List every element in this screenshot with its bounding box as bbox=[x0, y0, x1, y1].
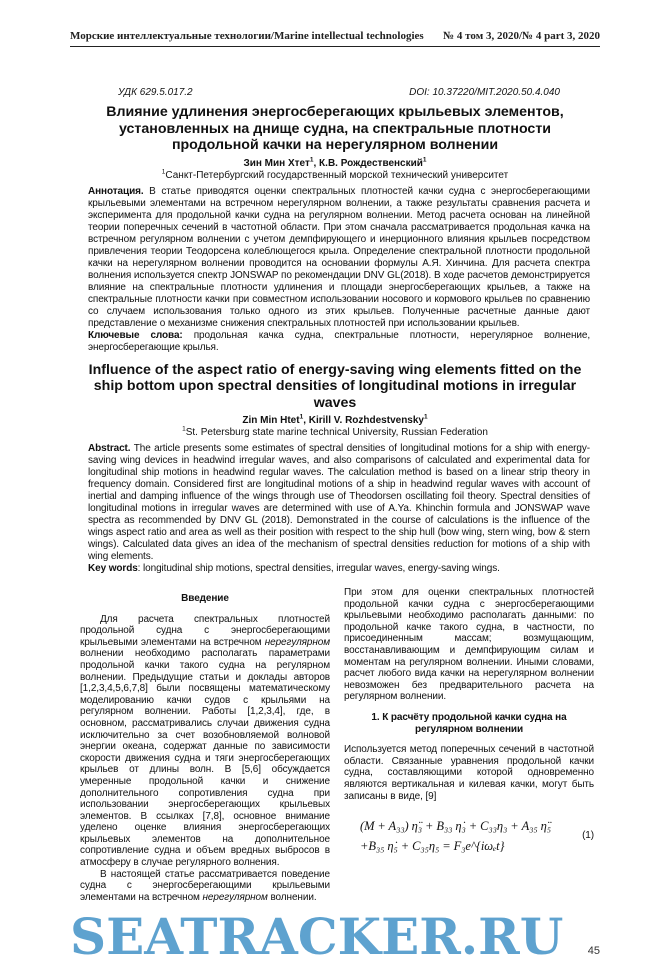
paragraph bbox=[80, 869, 330, 904]
keywords-label: Ключевые слова: bbox=[88, 329, 183, 341]
author-name: Zin Min Htet bbox=[242, 415, 300, 426]
equation-number: (1) bbox=[582, 830, 594, 842]
equation-line: (M + A₃₃) η̈₃ + B₃₃ η̇₃ + C₃₃η₃ + A₃₅ η̈₅ bbox=[360, 819, 552, 834]
running-header bbox=[70, 30, 600, 47]
affiliation-text: Санкт-Петербургский государственный морской технический университет bbox=[165, 169, 509, 181]
journal-name: Морские интеллектуальные технологии/Marine intellectual technologies bbox=[70, 30, 424, 42]
author-name: Зин Мин Хтет bbox=[243, 157, 310, 169]
italic-text: нерегулярном bbox=[264, 636, 330, 648]
udk-code: УДК 629.5.017.2 bbox=[118, 87, 193, 98]
left-column bbox=[80, 587, 330, 903]
authors-en bbox=[70, 415, 600, 427]
abstract-en bbox=[88, 443, 590, 575]
meta-row bbox=[118, 87, 560, 98]
affil-mark: 1 bbox=[161, 168, 166, 176]
doi: DOI: 10.37220/MIT.2020.50.4.040 bbox=[409, 87, 560, 98]
authors-ru bbox=[70, 158, 600, 170]
affil-mark: 1 bbox=[424, 413, 428, 421]
equation-1 bbox=[344, 816, 594, 856]
section-heading: 1. К расчёту продольной качки судна на регулярном волнении bbox=[371, 711, 567, 735]
affiliation-en bbox=[70, 427, 600, 439]
text: волнении необходимо располагать параметрами продольной качки такого судна на регулярном волнении. Предыдущие статьи и доклады авторов [1,2,3,4,5,6,7,8] были посвящены математическому моделированию качки судов с крыльями на регулярном волнении. Работы [1,2,3,4], где, в основном, рассматривались случаи движения судна исключительно за счет возобновляемой волновой энергии океана, содержат данные по зависимости скорости движения судна и тяги энергосберегающих крыльев от длины волн. В [5,6] обсуждается умеренные продольной качки и снижение дополнительного сопротивления судна при использовании энергосберегающих крыльевых элементов. В ссылках [7,8], основное внимание уделено оценке влияния энергосберегающих крыльевых элементов на дополнительное сопротивление судна и объем вредных выбросов в атмосферу в случае регулярного волнения. bbox=[80, 648, 330, 869]
section-heading: Введение bbox=[181, 593, 229, 604]
title-en: Influence of the aspect ratio of energy-saving wing elements fitted on the ship bottom upon spectral densities of longitudinal motions in irregular waves bbox=[88, 361, 582, 411]
paragraph: Используется метод поперечных сечений в частотной области. Связанные уравнения продольной качки судна, составляющими которой одновременно являются вертикальная и килевая качки, могут быть записаны в виде, [9] bbox=[344, 744, 594, 802]
equation-lines bbox=[344, 816, 576, 856]
affil-mark: 1 bbox=[299, 413, 304, 421]
abstract-label: Аннотация. bbox=[88, 185, 144, 197]
italic-text: нерегулярном bbox=[202, 891, 268, 903]
keywords-text: продольная качка судна, спектральные плотности, нерегулярное волнение, энергосберегающие крылья. bbox=[88, 329, 590, 353]
body-columns bbox=[70, 587, 600, 903]
text: Для расчета спектральных плотностей продольной судна с энергосберегающими крыльевыми элементами на встречном bbox=[80, 613, 330, 648]
affil-mark: 1 bbox=[422, 156, 427, 164]
page-number: 45 bbox=[587, 945, 600, 958]
keywords-text: : longitudinal ship motions, spectral densities, irregular waves, energy-saving wings. bbox=[137, 563, 500, 574]
text: волнении. bbox=[267, 891, 317, 903]
abstract-ru bbox=[88, 186, 590, 354]
affiliation-text: St. Petersburg state marine technical University, Russian Federation bbox=[185, 427, 488, 438]
title-ru: Влияние удлинения энергосберегающих крыльевых элементов, установленных на днище судна, на спектральные плотности продольной качки на нерегулярном волнении bbox=[106, 104, 564, 153]
affiliation-ru bbox=[70, 170, 600, 182]
author-name: , Kirill V. Rozhdestvensky bbox=[303, 415, 424, 426]
abstract-text: В статье приводятся оценки спектральных плотностей качки судна с энергосберегающими крыльевыми элементами на встречном нерегулярном волнении, а также результаты сравнения расчета и эксперимента для продольной качки судна на регулярном волнении. Метод расчета основан на линейной теории поперечных сечений в частотной области. При этом сначала рассматривается продольная качка на встречном регулярном волнении с учетом демпфирующего и инерционного влияния крыльев посредством привлечения теории Теодорсена колеблющегося крыла. Определение спектральной плотности продольной качки на нерегулярном волнении проводится на основании формулы А.Я. Хинчина. Для расчета спектра волнения используется спектр JONSWAP по рекомендации DNV GL(2018). В ходе расчетов демонстрируется влияние на спектральные плотности удлинения и площади энергосберегающих крыльев, а также на спектральные плотности качки при совместном использовании носового и кормового крыльев по сравнению со случаем использования только одного из этих крыльев. Полученные расчетные данные дают представление о механизме снижения спектральных плотностей при использовании крыльев. bbox=[88, 185, 590, 329]
keywords-label: Key words bbox=[88, 563, 138, 574]
page-footer bbox=[70, 907, 600, 966]
page bbox=[70, 30, 600, 966]
equation-line: +B₃₅ η̇₅ + C₃₅η₅ = F₃e^{iωₑt} bbox=[360, 839, 505, 854]
right-column bbox=[344, 587, 594, 903]
issue-info: № 4 том 3, 2020/№ 4 part 3, 2020 bbox=[443, 30, 600, 42]
watermark-logo: SEATRACKER.RU bbox=[70, 907, 564, 966]
affil-mark: 1 bbox=[309, 156, 314, 164]
abstract-label: Abstract. bbox=[88, 443, 131, 454]
abstract-text: The article presents some estimates of spectral densities of longitudinal motions for a ship with energy-saving wing devices in headwind irregular waves, and also comparisons of calculated and experimental data for longitudinal ship motions in headwind regular waves. The calculation method is based on a linear strip theory in frequency domain. Considered first are longitudinal motions of a ship in headwind regular waves with account of inertial and damping influence of the wings through use of Theodorsen oscillating foil theory. Spectral densities of longitudinal motions in irregular waves are determined with use of A.Ya. Khinchin formula and JONSWAP wave spectra as recommended by DNV GL (2018). Demonstrated in the course of calculations is the influence of the wings aspect ratio and area as well as their position with respect to the ship hull (bow wing, stern wing, bow & stern wings). Calculated data gives an idea of the mechanism of spectral densities reduction for motions of a ship with wing elements. bbox=[88, 443, 590, 562]
paragraph bbox=[80, 614, 330, 869]
text: В настоящей статье рассматривается поведение судна с энергосберегающими крыльевыми элементами на встречном bbox=[80, 868, 330, 903]
paragraph: При этом для оценки спектральных плотностей продольной качки судна с энергосберегающими крыльевыми необходимо располагать данными: по продольной качке такого судна, в частности, по присоединенным массам; возмущающим, восстанавливающим и демпфирующим силам и моментам на регулярном волнении. Иными словами, расчет любого вида качки на нерегулярном волнении невозможен без предварительного расчета на регулярном волнении. bbox=[344, 587, 594, 703]
author-name: , К.В. Рождественский bbox=[313, 157, 423, 169]
affil-mark: 1 bbox=[182, 425, 186, 433]
